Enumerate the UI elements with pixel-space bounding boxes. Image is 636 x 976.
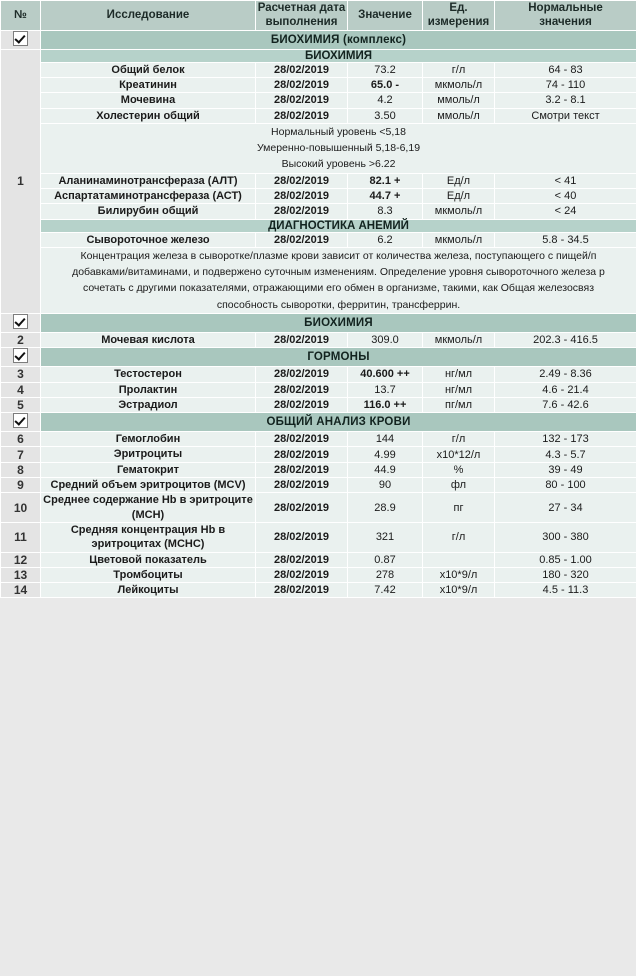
checkmark-icon[interactable] (13, 413, 28, 428)
checkmark-icon[interactable] (13, 348, 28, 363)
note-text (41, 123, 636, 173)
row-unit: г/л (423, 522, 495, 552)
row-analyte-name: Лейкоциты (41, 583, 256, 598)
row-value: 6.2 (348, 232, 423, 247)
header-unit-line2: измерения (427, 16, 490, 29)
row-analyte-name: Креатинин (41, 78, 256, 93)
row-index: 4 (1, 382, 41, 397)
note-row (1, 123, 636, 173)
row-value: 321 (348, 522, 423, 552)
row-date: 28/02/2019 (256, 493, 348, 523)
row-date: 28/02/2019 (256, 583, 348, 598)
row-norm: 0.85 - 1.00 (495, 552, 636, 567)
row-norm: 3.2 - 8.1 (495, 93, 636, 108)
row-unit: пг/мл (423, 397, 495, 412)
row-index: 9 (1, 478, 41, 493)
group-header-row (1, 30, 636, 49)
row-value: 44.9 (348, 462, 423, 477)
table-row (1, 108, 636, 123)
group-title: БИОХИМИЯ (комплекс) (41, 30, 636, 49)
group-checkbox-cell[interactable] (1, 348, 41, 367)
row-unit: x10*9/л (423, 567, 495, 582)
row-date: 28/02/2019 (256, 232, 348, 247)
row-norm: 2.49 - 8.36 (495, 367, 636, 382)
row-analyte-name: Гемоглобин (41, 432, 256, 447)
table-row (1, 78, 636, 93)
row-analyte-name: Среднее содержание Hb в эритроците (MCH) (41, 493, 256, 523)
row-analyte-name: Общий белок (41, 62, 256, 77)
row-index: 6 (1, 432, 41, 447)
row-index: 5 (1, 397, 41, 412)
table-row (1, 93, 636, 108)
checkmark-icon[interactable] (13, 31, 28, 46)
group-header-row (1, 348, 636, 367)
row-date: 28/02/2019 (256, 332, 348, 347)
table-row (1, 432, 636, 447)
row-norm: 74 - 110 (495, 78, 636, 93)
row-date: 28/02/2019 (256, 397, 348, 412)
row-norm: < 41 (495, 173, 636, 188)
row-norm: 4.6 - 21.4 (495, 382, 636, 397)
row-analyte-name: Мочевая кислота (41, 332, 256, 347)
row-unit: мкмоль/л (423, 78, 495, 93)
row-date: 28/02/2019 (256, 478, 348, 493)
row-unit: x10*9/л (423, 583, 495, 598)
row-analyte-name: Средний объем эритроцитов (MCV) (41, 478, 256, 493)
table-row (1, 447, 636, 462)
row-unit: ммоль/л (423, 108, 495, 123)
row-unit: % (423, 462, 495, 477)
row-value: 278 (348, 567, 423, 582)
row-value: 73.2 (348, 62, 423, 77)
table-row (1, 567, 636, 582)
header-date (256, 1, 348, 31)
note-line: способность сыворотки, ферритин, трансферрин. (216, 298, 461, 311)
row-norm: Смотри текст (495, 108, 636, 123)
subgroup-title: БИОХИМИЯ (41, 49, 636, 62)
table-body (1, 30, 636, 598)
row-date: 28/02/2019 (256, 552, 348, 567)
note-line: Концентрация железа в сыворотке/плазме крови зависит от количества железа, поступающего с пищей/п (80, 249, 597, 262)
row-index: 13 (1, 567, 41, 582)
header-norm-line1: Нормальные (528, 2, 603, 14)
row-norm: 39 - 49 (495, 462, 636, 477)
group-header-row (1, 313, 636, 332)
row-value: 3.50 (348, 108, 423, 123)
table-row (1, 367, 636, 382)
row-value: 4.99 (348, 447, 423, 462)
row-analyte-name: Цветовой показатель (41, 552, 256, 567)
subgroup-header-row (1, 219, 636, 232)
row-value: 28.9 (348, 493, 423, 523)
row-value: 4.2 (348, 93, 423, 108)
group-title: ГОРМОНЫ (41, 348, 636, 367)
row-unit: мкмоль/л (423, 232, 495, 247)
header-study: Исследование (41, 1, 256, 31)
row-unit: пг (423, 493, 495, 523)
table-row (1, 204, 636, 219)
row-date: 28/02/2019 (256, 108, 348, 123)
row-date: 28/02/2019 (256, 432, 348, 447)
group-checkbox-cell[interactable] (1, 413, 41, 432)
header-value: Значение (348, 1, 423, 31)
row-norm: 300 - 380 (495, 522, 636, 552)
table-row (1, 552, 636, 567)
row-unit: фл (423, 478, 495, 493)
row-value: 116.0 ++ (348, 397, 423, 412)
row-unit: x10*12/л (423, 447, 495, 462)
row-norm: < 40 (495, 189, 636, 204)
row-unit: г/л (423, 432, 495, 447)
row-unit: Ед/л (423, 189, 495, 204)
row-unit: мкмоль/л (423, 332, 495, 347)
row-date: 28/02/2019 (256, 78, 348, 93)
row-norm: 27 - 34 (495, 493, 636, 523)
row-analyte-name: Эритроциты (41, 447, 256, 462)
group-header-row (1, 413, 636, 432)
row-norm: 180 - 320 (495, 567, 636, 582)
subgroup-title: ДИАГНОСТИКА АНЕМИЙ (41, 219, 636, 232)
table-row (1, 522, 636, 552)
row-index: 11 (1, 522, 41, 552)
row-value: 0.87 (348, 552, 423, 567)
header-unit-line1: Ед. (449, 2, 468, 14)
row-date: 28/02/2019 (256, 173, 348, 188)
row-unit: мкмоль/л (423, 204, 495, 219)
row-date: 28/02/2019 (256, 189, 348, 204)
note-row (1, 247, 636, 313)
row-norm: 4.3 - 5.7 (495, 447, 636, 462)
note-line: сочетать с другими показателями, отражающими его обмен в организме, такими, как Общая железосвяз (82, 282, 595, 295)
row-analyte-name: Пролактин (41, 382, 256, 397)
group-title: БИОХИМИЯ (41, 313, 636, 332)
row-norm: 4.5 - 11.3 (495, 583, 636, 598)
table-row (1, 189, 636, 204)
table-row (1, 62, 636, 77)
row-date: 28/02/2019 (256, 93, 348, 108)
row-analyte-name: Аланинаминотрансфераза (АЛТ) (41, 173, 256, 188)
row-value: 8.3 (348, 204, 423, 219)
row-value: 65.0 - (348, 78, 423, 93)
row-unit: нг/мл (423, 382, 495, 397)
header-norm (495, 1, 636, 31)
row-index: 12 (1, 552, 41, 567)
table-row (1, 332, 636, 347)
header-date-line2: выполнения (265, 16, 338, 29)
note-line: добавками/витаминами, и подвержено суточным изменениям. Определение уровня сывороточного железа р (72, 266, 605, 279)
subgroup-header-row (1, 49, 636, 62)
row-analyte-name: Билирубин общий (41, 204, 256, 219)
group-title: ОБЩИЙ АНАЛИЗ КРОВИ (41, 413, 636, 432)
table-row (1, 493, 636, 523)
row-analyte-name: Мочевина (41, 93, 256, 108)
row-norm: 7.6 - 42.6 (495, 397, 636, 412)
row-unit (423, 552, 495, 567)
note-line: Высокий уровень >6.22 (281, 158, 396, 171)
row-value: 7.42 (348, 583, 423, 598)
table-header (1, 1, 636, 31)
table-row (1, 478, 636, 493)
row-analyte-name: Средняя концентрация Hb в эритроцитах (MCHC) (41, 522, 256, 552)
row-index: 8 (1, 462, 41, 477)
note-line: Нормальный уровень <5,18 (271, 125, 406, 138)
row-date: 28/02/2019 (256, 382, 348, 397)
row-value: 309.0 (348, 332, 423, 347)
row-unit: Ед/л (423, 173, 495, 188)
row-index: 10 (1, 493, 41, 523)
table-row (1, 583, 636, 598)
group-checkbox-cell[interactable] (1, 30, 41, 49)
row-norm: 64 - 83 (495, 62, 636, 77)
row-date: 28/02/2019 (256, 447, 348, 462)
row-date: 28/02/2019 (256, 522, 348, 552)
row-analyte-name: Сывороточное железо (41, 232, 256, 247)
row-analyte-name: Тромбоциты (41, 567, 256, 582)
row-index: 3 (1, 367, 41, 382)
row-value: 44.7 + (348, 189, 423, 204)
row-unit: ммоль/л (423, 93, 495, 108)
row-date: 28/02/2019 (256, 567, 348, 582)
row-date: 28/02/2019 (256, 462, 348, 477)
table-row (1, 397, 636, 412)
note-line: Умеренно-повышенный 5,18-6,19 (256, 142, 421, 155)
row-index: 14 (1, 583, 41, 598)
row-value: 82.1 + (348, 173, 423, 188)
row-norm: 80 - 100 (495, 478, 636, 493)
row-date: 28/02/2019 (256, 62, 348, 77)
header-date-line1: Расчетная дата (257, 2, 346, 14)
row-date: 28/02/2019 (256, 204, 348, 219)
header-unit (423, 1, 495, 31)
row-unit: нг/мл (423, 367, 495, 382)
row-value: 90 (348, 478, 423, 493)
row-analyte-name: Аспартатаминотрансфераза (АСТ) (41, 189, 256, 204)
header-norm-line2: значения (539, 16, 592, 29)
row-index: 2 (1, 332, 41, 347)
note-text (41, 247, 636, 313)
row-analyte-name: Гематокрит (41, 462, 256, 477)
row-unit: г/л (423, 62, 495, 77)
row-date: 28/02/2019 (256, 367, 348, 382)
table-row (1, 462, 636, 477)
row-norm: 132 - 173 (495, 432, 636, 447)
row-index: 1 (1, 49, 41, 313)
checkmark-icon[interactable] (13, 314, 28, 329)
row-analyte-name: Тестостерон (41, 367, 256, 382)
row-analyte-name: Эстрадиол (41, 397, 256, 412)
row-norm: < 24 (495, 204, 636, 219)
row-norm: 202.3 - 416.5 (495, 332, 636, 347)
table-row (1, 173, 636, 188)
row-value: 40.600 ++ (348, 367, 423, 382)
header-number: № (1, 1, 41, 31)
row-analyte-name: Холестерин общий (41, 108, 256, 123)
row-value: 144 (348, 432, 423, 447)
group-checkbox-cell[interactable] (1, 313, 41, 332)
row-value: 13.7 (348, 382, 423, 397)
table-row (1, 232, 636, 247)
row-index: 7 (1, 447, 41, 462)
row-norm: 5.8 - 34.5 (495, 232, 636, 247)
table-row (1, 382, 636, 397)
